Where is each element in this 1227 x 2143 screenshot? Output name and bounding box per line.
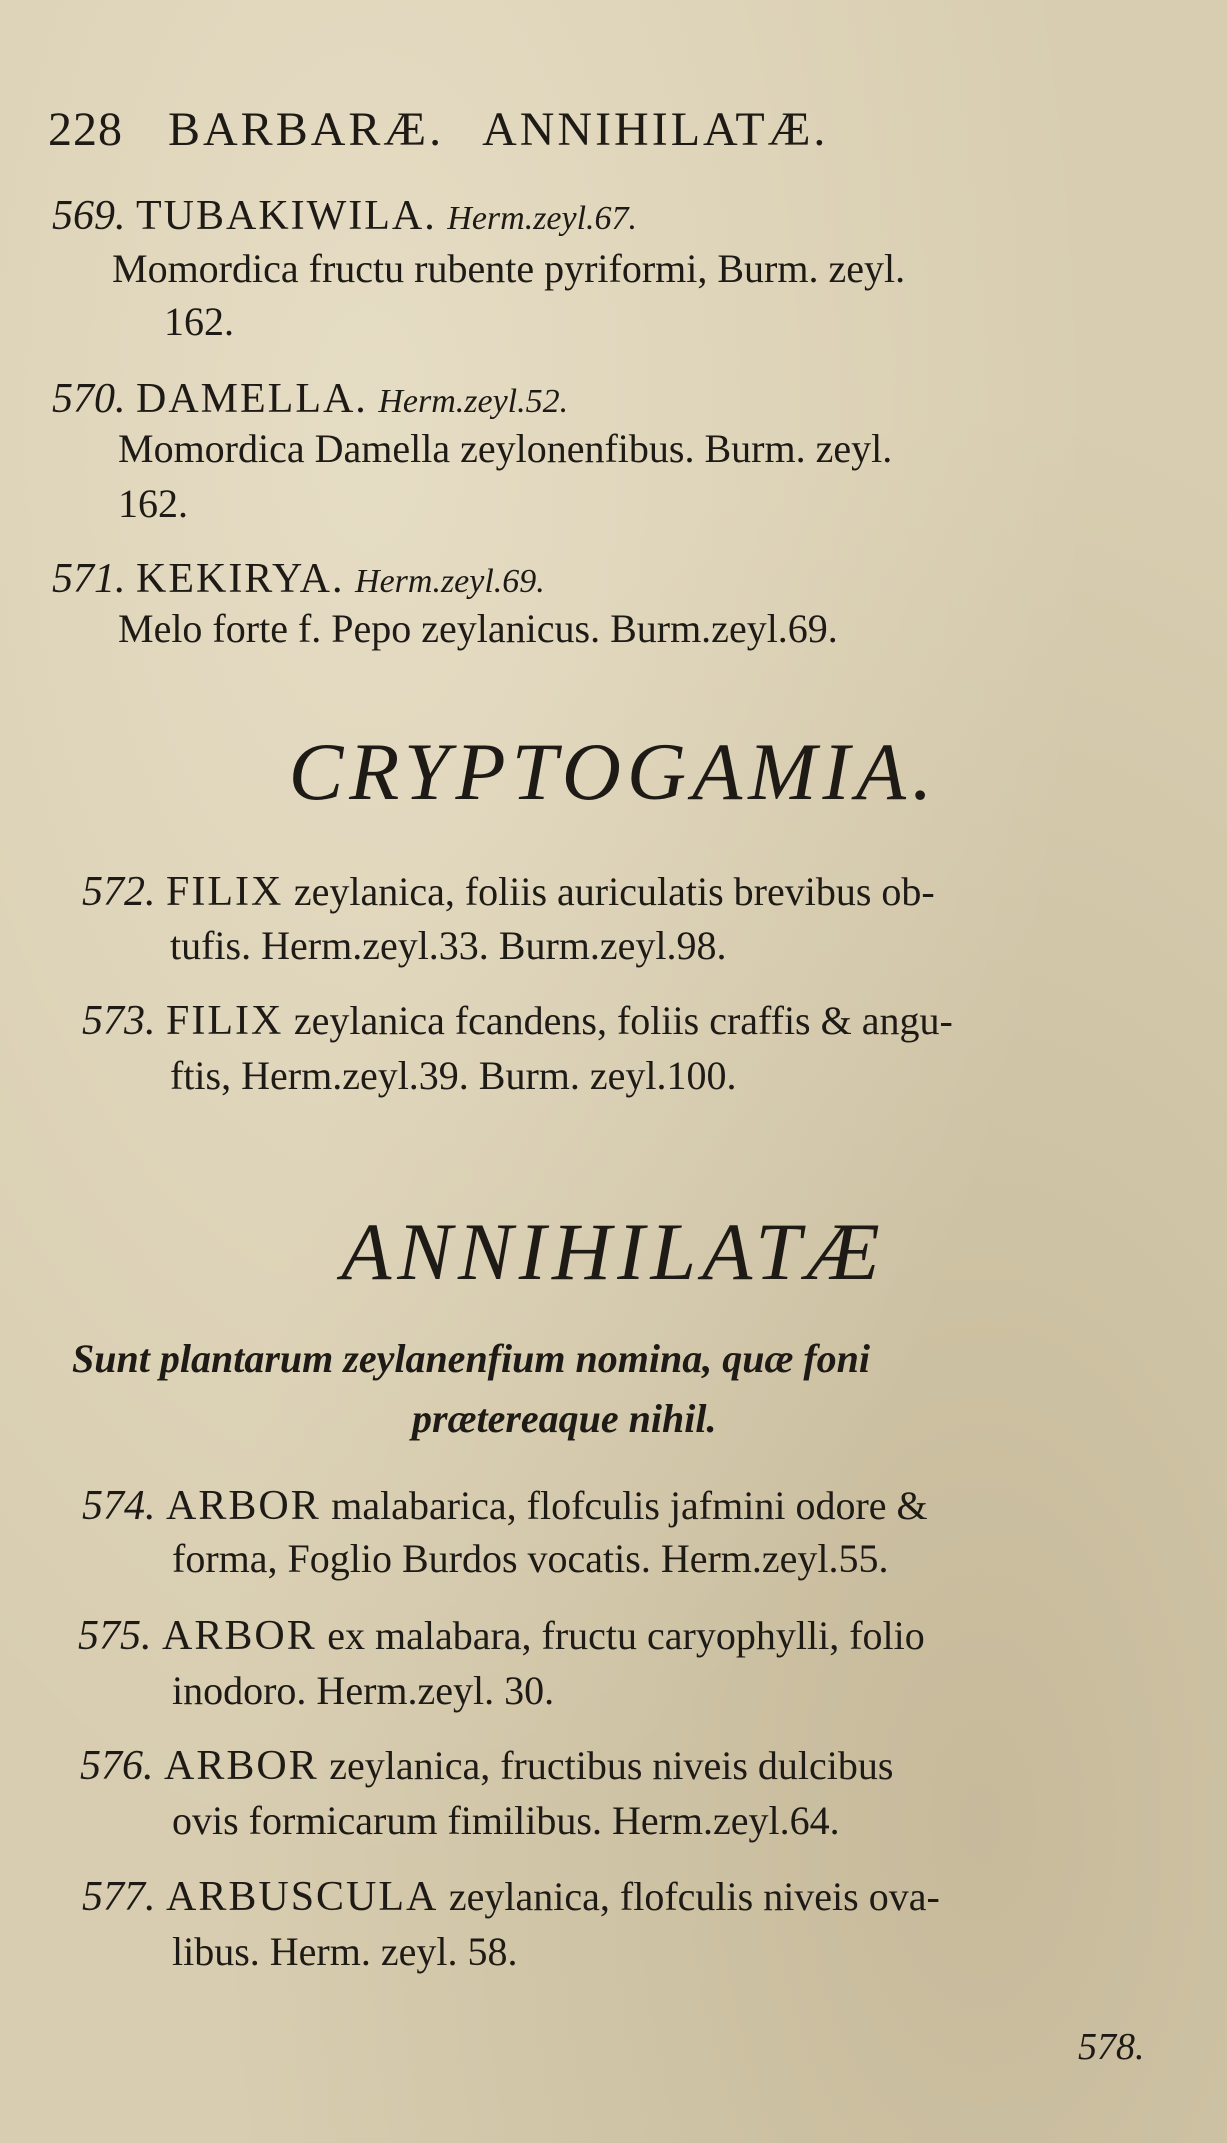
entry-line: ftis, Herm.zeyl.39. Burm. zeyl.100. [170,1053,737,1098]
entry-heading: 572. FILIX zeylanica, foliis auriculatis brevibus ob- [82,869,935,915]
entry-heading: 576. ARBOR zeylanica, fructibus niveis dulcibus [80,1743,894,1789]
header-title-right: ANNIHILATÆ. [482,103,829,156]
entry-heading: 574. ARBOR malabarica, flofculis jafmini odore & [82,1483,928,1529]
page-number: 228 [48,103,123,156]
entry-line: Momordica Damella zeylonenfibus. Burm. zeyl. [118,426,893,471]
catchword: 578. [1078,2026,1145,2068]
entry-heading: 575. ARBOR ex malabara, fructu caryophylli, folio [78,1613,925,1659]
section-title: ANNIHILATÆ [341,1206,886,1297]
header-title-left: BARBARÆ. [168,103,445,156]
entry-heading: 569. TUBAKIWILA. Herm.zeyl.67. [52,193,638,239]
entry-heading: 577. ARBUSCULA zeylanica, flofculis niveis ova- [82,1874,940,1920]
section-intro-line: prætereaque nihil. [412,1396,717,1441]
entry-line: 162. [164,299,234,344]
entry-line: Melo forte f. Pepo zeylanicus. Burm.zeyl.69. [118,606,838,651]
entry-line: libus. Herm. zeyl. 58. [172,1929,518,1974]
entry-line: ovis formicarum fimilibus. Herm.zeyl.64. [172,1798,840,1843]
section-title: CRYPTOGAMIA. [288,726,939,817]
entry-heading: 573. FILIX zeylanica fcandens, foliis craffis & angu- [82,998,953,1044]
entry-line: Momordica fructu rubente pyriformi, Burm. zeyl. [112,246,906,291]
entry-line: inodoro. Herm.zeyl. 30. [172,1668,555,1713]
entry-line: tufis. Herm.zeyl.33. Burm.zeyl.98. [170,923,727,968]
entry-heading: 571. KEKIRYA. Herm.zeyl.69. [52,556,545,602]
section-intro-line: Sunt plantarum zeylanenfium nomina, quæ foni [72,1336,871,1381]
entry-line: 162. [118,481,188,526]
entry-heading: 570. DAMELLA. Herm.zeyl.52. [52,376,569,422]
running-header [48,102,828,157]
entry-line: forma, Foglio Burdos vocatis. Herm.zeyl.55. [172,1536,889,1581]
